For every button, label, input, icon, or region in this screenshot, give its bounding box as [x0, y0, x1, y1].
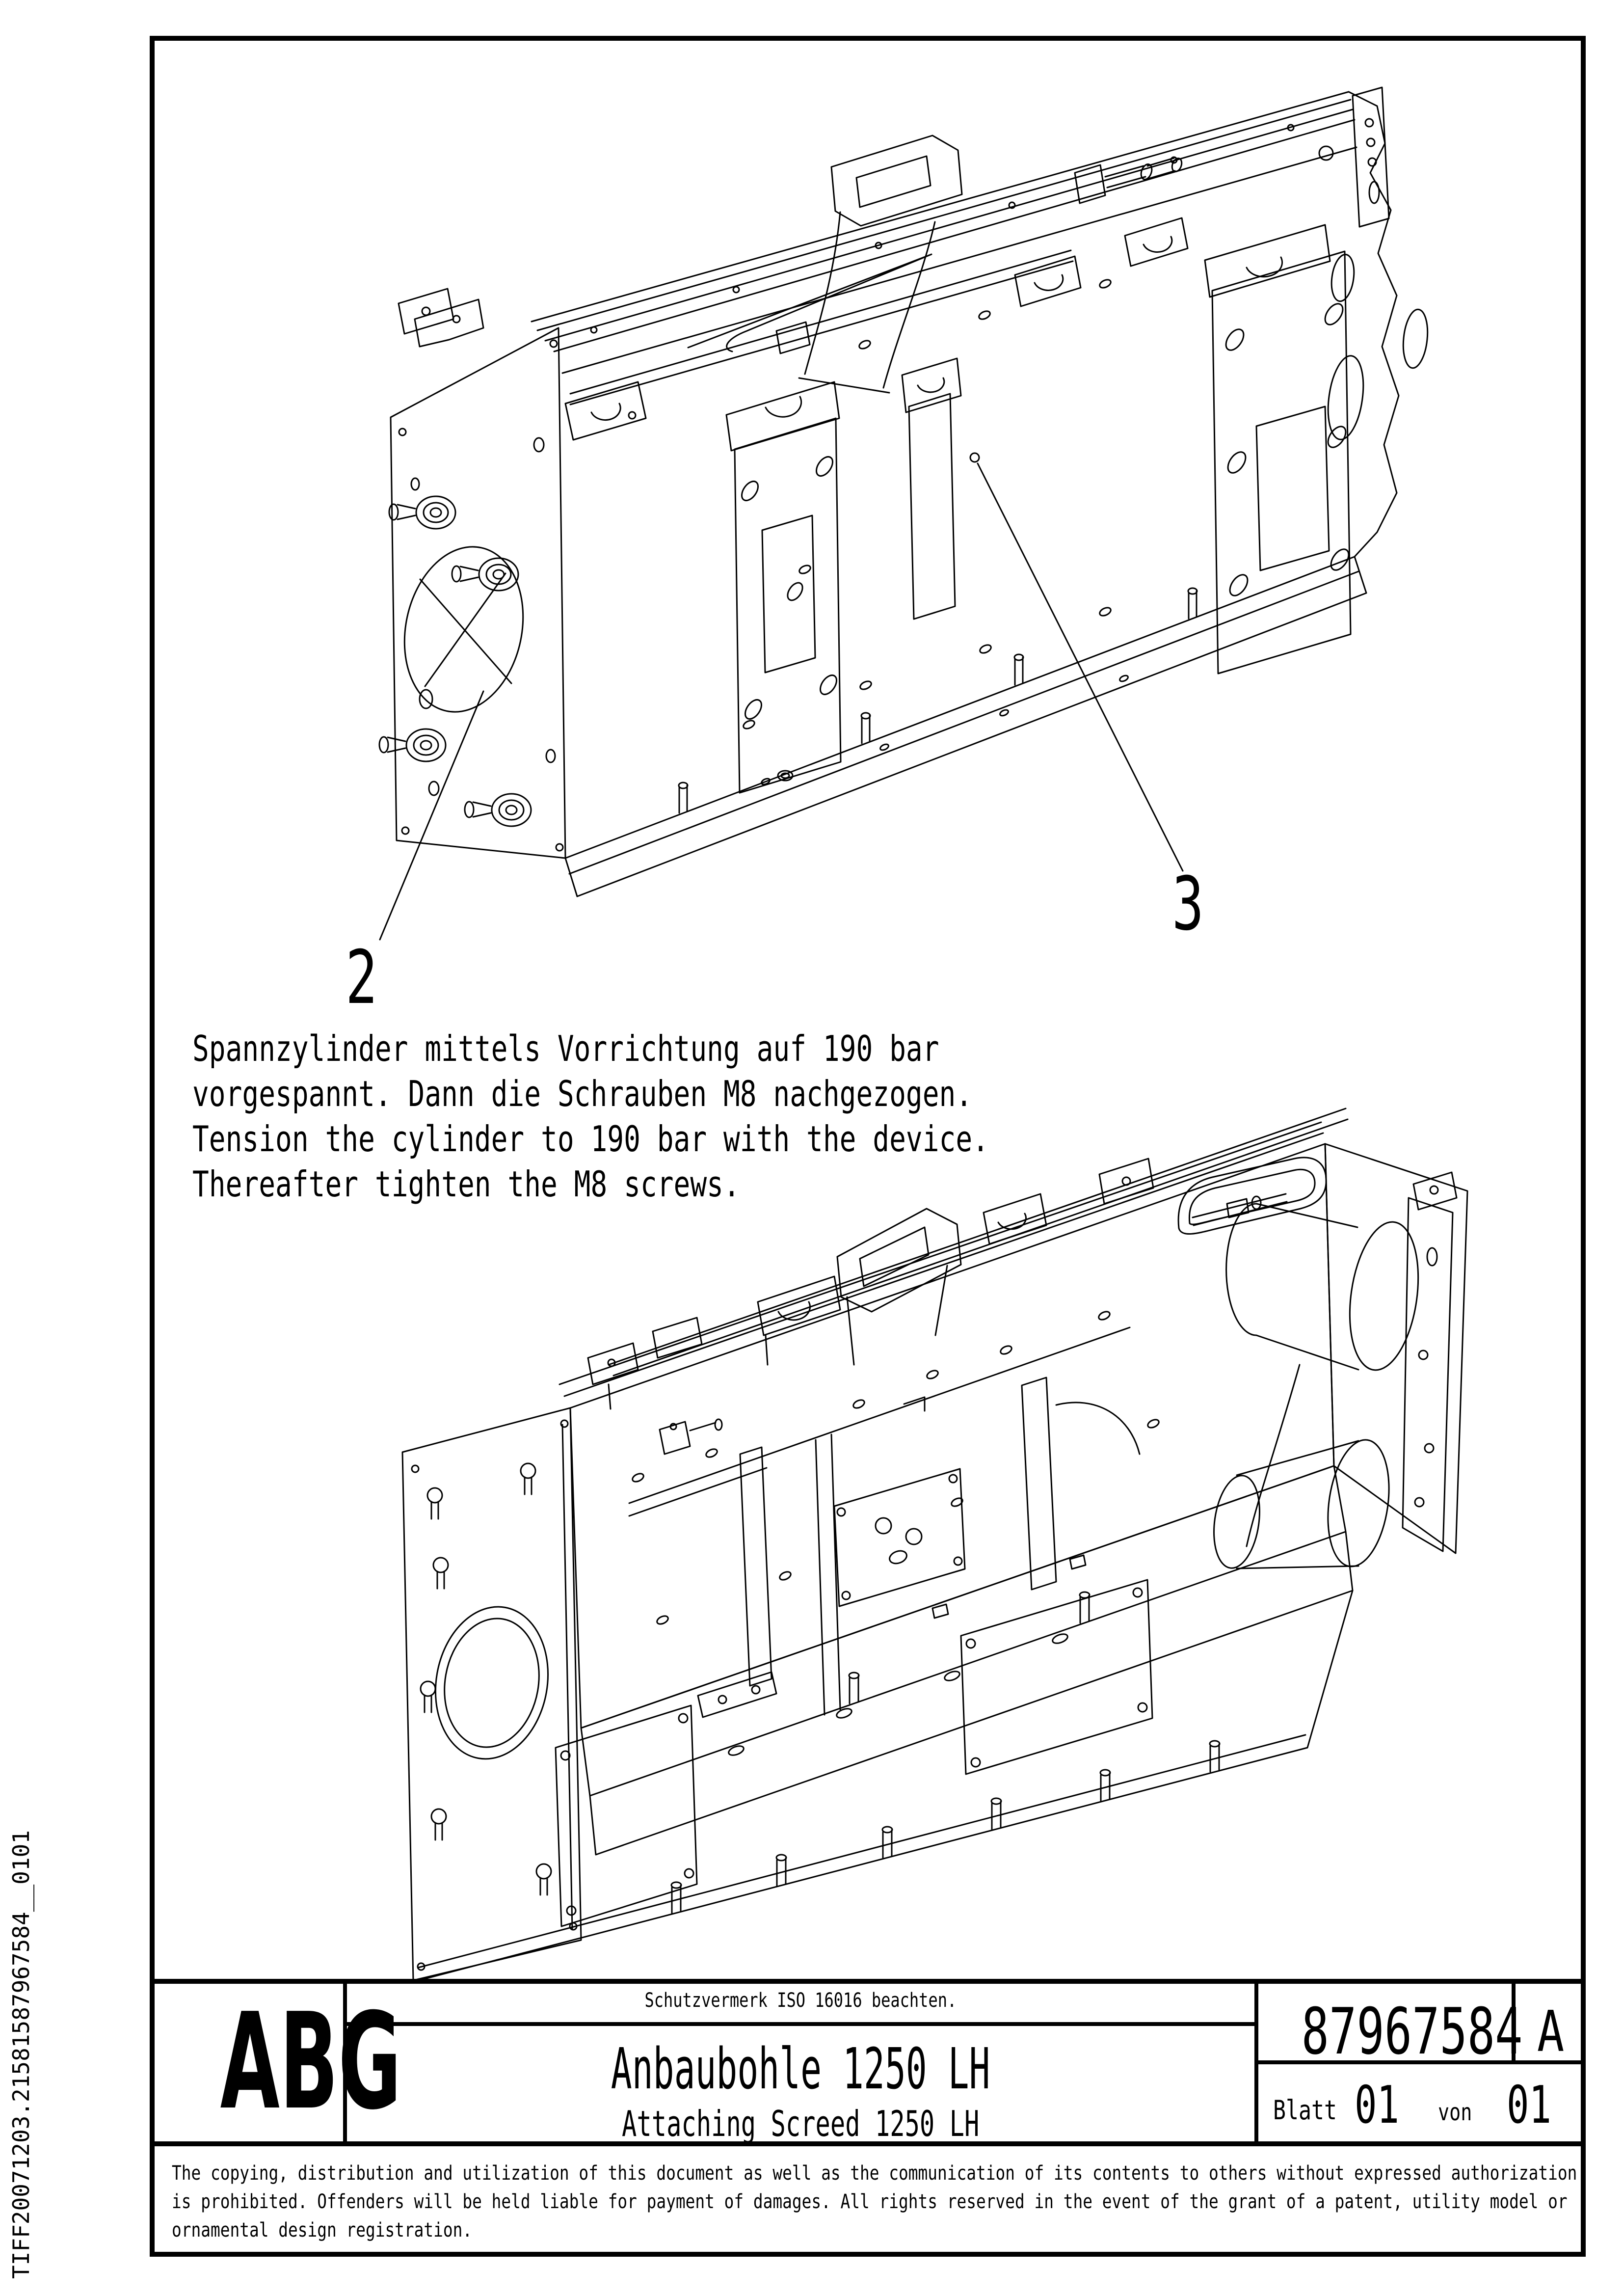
sheet-label: Blatt: [1273, 2095, 1337, 2126]
sheet-of-label: von: [1438, 2099, 1472, 2126]
top-view-top-brackets: [399, 87, 1389, 440]
note-line-en-1: Tension the cylinder to 190 bar with the device.: [192, 1118, 989, 1160]
company-logo: [155, 1984, 401, 2166]
bottom-view-right-plate: [1403, 1198, 1453, 1551]
protection-note: Schutzvermerk ISO 16016 beachten.: [644, 1989, 957, 2012]
bottom-view-cylinders: [1208, 1204, 1427, 1571]
isometric-view-bottom: [383, 1107, 1497, 1991]
top-view-right-plate: [1319, 92, 1430, 557]
bottom-view-holes: [631, 1310, 1160, 1757]
bottom-view-studs: [671, 1592, 1220, 1913]
titleblock-protection-underline: [347, 2022, 1254, 2026]
top-view-end-plate: [390, 328, 565, 858]
legal-notice: [172, 2159, 1577, 2244]
callout-label-2: 2: [346, 935, 378, 1021]
bottom-view-end-plate: [402, 1408, 581, 1980]
sheet-number: 01: [1355, 2075, 1400, 2135]
bottom-view-access-plates: [556, 1469, 1152, 1926]
top-view-panel-holes: [742, 278, 1129, 786]
bottom-view-interior: [698, 1365, 1300, 1717]
note-line-de-1: Spannzylinder mittels Vorrichtung auf 190 bar: [192, 1028, 939, 1069]
titleblock-divider-number: [1254, 1984, 1258, 2141]
note-line-en-2: Thereafter tighten the M8 screws.: [192, 1163, 740, 1205]
top-view-front-guide-plates: [726, 225, 1352, 793]
drawing-title-english: Attaching Screed 1250 LH: [622, 2103, 980, 2144]
sheet-row: [1258, 2064, 1586, 2141]
filmstrip-id-text: TIFF20071203.21581587967584__0101: [8, 1830, 34, 2279]
document-number: 87967584: [1301, 1994, 1523, 2069]
legal-notice-line-1: The copying, distribution and utilization of this document as well as the communication of its contents to others without expressed authorization: [172, 2162, 1577, 2185]
sheet-total: 01: [1507, 2075, 1552, 2135]
callout-label-3: 3: [1172, 862, 1204, 947]
legal-notice-line-3: ornamental design registration.: [172, 2219, 473, 2242]
titleblock-top-line: [150, 1979, 1586, 1984]
callout-leader-lines: [380, 463, 1183, 940]
revision-letter: A: [1537, 1999, 1565, 2065]
legal-notice-line-2: is prohibited. Offenders will be held liable for payment of damages. All rights reserved in the event of the grant of a patent, utility model or: [172, 2190, 1568, 2213]
top-view-rails: [532, 92, 1357, 373]
note-line-de-2: vorgespannt. Dann die Schrauben M8 nachgezogen.: [192, 1073, 973, 1114]
drawing-title-german: Anbaubohle 1250 LH: [611, 2036, 990, 2102]
top-view-bottom-screed-band: [565, 557, 1366, 896]
top-view-hydraulic-couplers: [379, 496, 531, 826]
isometric-view-top: [344, 59, 1453, 1021]
company-logo-text: ABG: [220, 1984, 401, 2139]
